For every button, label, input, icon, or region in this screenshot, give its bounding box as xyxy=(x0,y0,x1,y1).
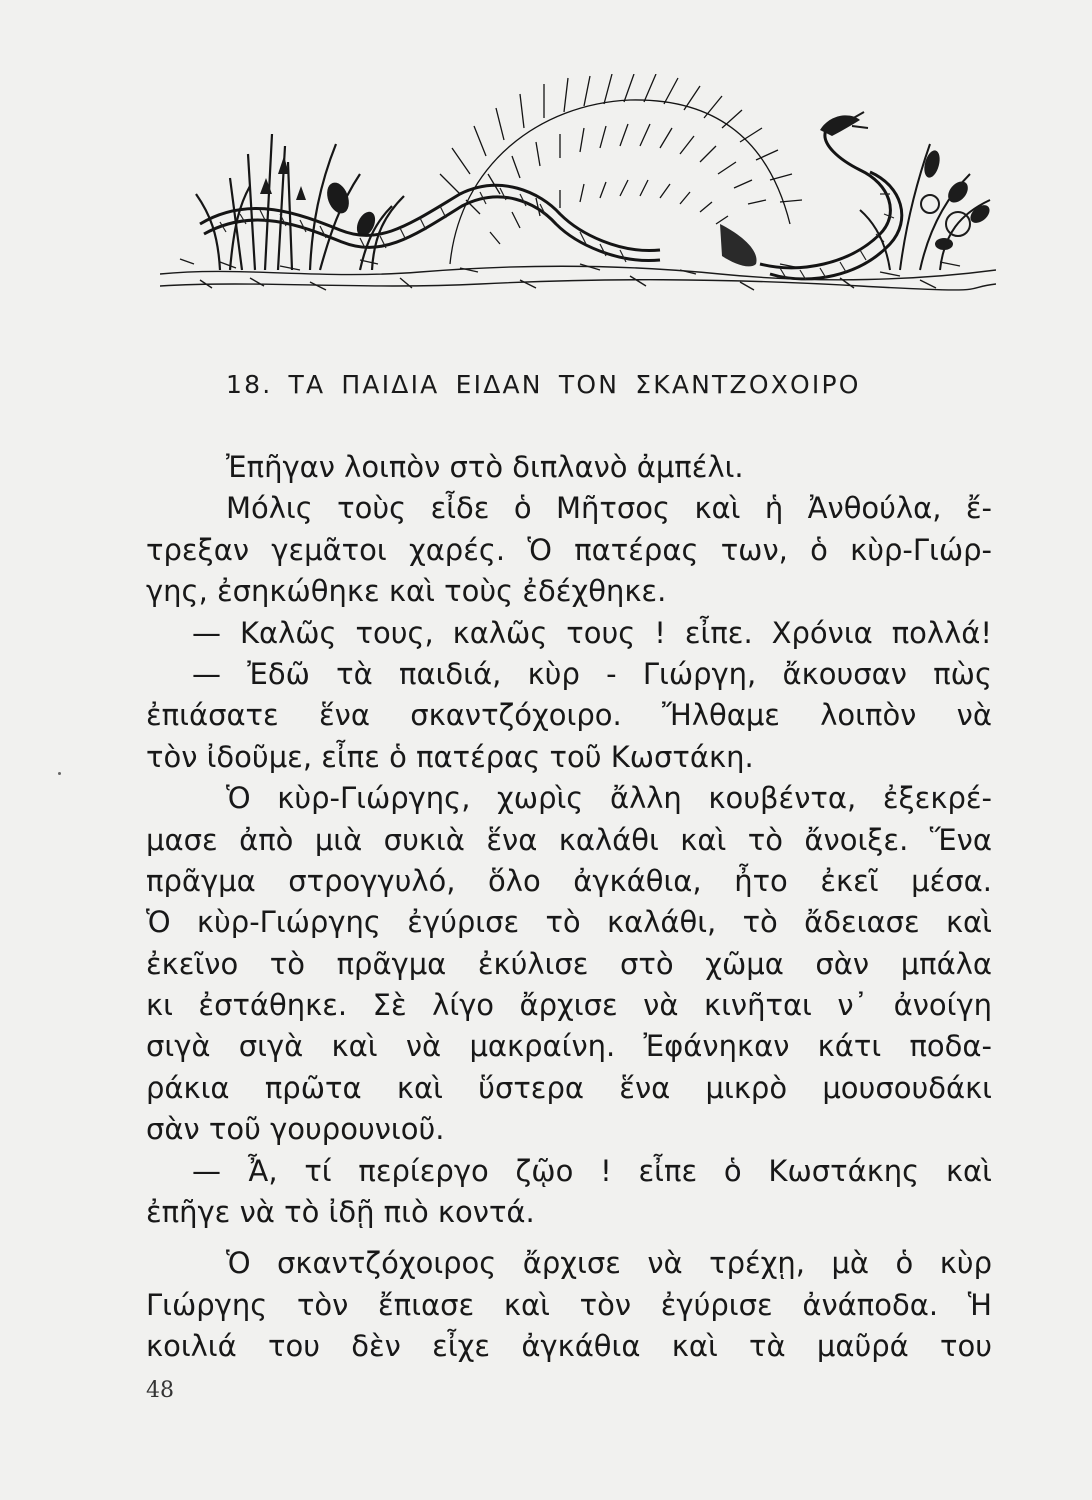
text-line: — Ἆ, τί περίεργο ζῷο ! εἶπε ὁ Κωστάκης καὶ xyxy=(192,1153,992,1188)
body-text xyxy=(146,447,992,1368)
ink-speck xyxy=(58,772,61,775)
text-line: Γιώργης τὸν ἔπιασε καὶ τὸν ἐγύρισε ἀνάποδα. Ἡ xyxy=(146,1287,992,1322)
text-line: σὰν τοῦ γουρουνιοῦ. xyxy=(146,1112,445,1147)
text-line: — Ἐδῶ τὰ παιδιά, κὺρ - Γιώργη, ἄκουσαν πὼς xyxy=(192,656,992,691)
text-line: ἐπῆγε νὰ τὸ ἰδῇ πιὸ κοντά. xyxy=(146,1195,535,1230)
text-line: τρεξαν γεμᾶτοι χαρές. Ὁ πατέρας των, ὁ κὺρ-Γιώρ- xyxy=(146,532,992,567)
text-line: σιγὰ σιγὰ καὶ νὰ μακραίνη. Ἐφάνηκαν κάτι ποδα- xyxy=(146,1029,992,1064)
text-line: Ὁ κὺρ-Γιώργης ἐγύρισε τὸ καλάθι, τὸ ἄδειασε καὶ xyxy=(146,905,992,940)
text-line: μασε ἀπὸ μιὰ συκιὰ ἕνα καλάθι καὶ τὸ ἄνοιξε. Ἕνα xyxy=(146,822,992,857)
text-line: τὸν ἰδοῦμε, εἶπε ὁ πατέρας τοῦ Κωστάκη. xyxy=(146,739,754,774)
text-line: γης, ἐσηκώθηκε καὶ τοὺς ἐδέχθηκε. xyxy=(146,574,667,609)
chapter-title: 18. ΤΑ ΠΑΙΔΙΑ ΕΙΔΑΝ ΤΟΝ ΣΚΑΝΤΖΟΧΟΙΡΟ xyxy=(226,370,861,399)
text-line: Ὁ σκαντζόχοιρος ἄρχισε νὰ τρέχῃ, μὰ ὁ κὺρ xyxy=(226,1246,992,1281)
text-line: Μόλις τοὺς εἶδε ὁ Μῆτσος καὶ ἡ Ἀνθούλα, ἔ- xyxy=(226,491,992,526)
text-line: ράκια πρῶτα καὶ ὕστερα ἕνα μικρὸ μουσουδάκι xyxy=(146,1070,992,1105)
text-line: κοιλιά του δὲν εἶχε ἀγκάθια καὶ τὰ μαῦρά του xyxy=(146,1329,992,1364)
page-number: 48 xyxy=(146,1378,174,1403)
text-line: Ἐπῆγαν λοιπὸν στὸ διπλανὸ ἀμπέλι. xyxy=(226,450,744,484)
text-line: — Καλῶς τους, καλῶς τους ! εἶπε. Χρόνια πολλά! xyxy=(192,615,992,650)
text-line: Ὁ κὺρ-Γιώργης, χωρὶς ἄλλη κουβέντα, ἐξεκρέ- xyxy=(226,781,992,816)
text-line: κι ἐστάθηκε. Σὲ λίγο ἄρχισε νὰ κινῆται ν᾿ ἀνοίγη xyxy=(146,988,992,1023)
hedgehog-snake-illustration xyxy=(160,74,996,296)
text-line: ἐκεῖνο τὸ πρᾶγμα ἐκύλισε στὸ χῶμα σὰν μπάλα xyxy=(146,946,992,981)
text-line: πρᾶγμα στρογγυλό, ὅλο ἀγκάθια, ἦτο ἐκεῖ μέσα. xyxy=(146,863,992,898)
text-line: ἐπιάσατε ἕνα σκαντζόχοιρο. Ἤλθαμε λοιπὸν νὰ xyxy=(146,698,992,733)
